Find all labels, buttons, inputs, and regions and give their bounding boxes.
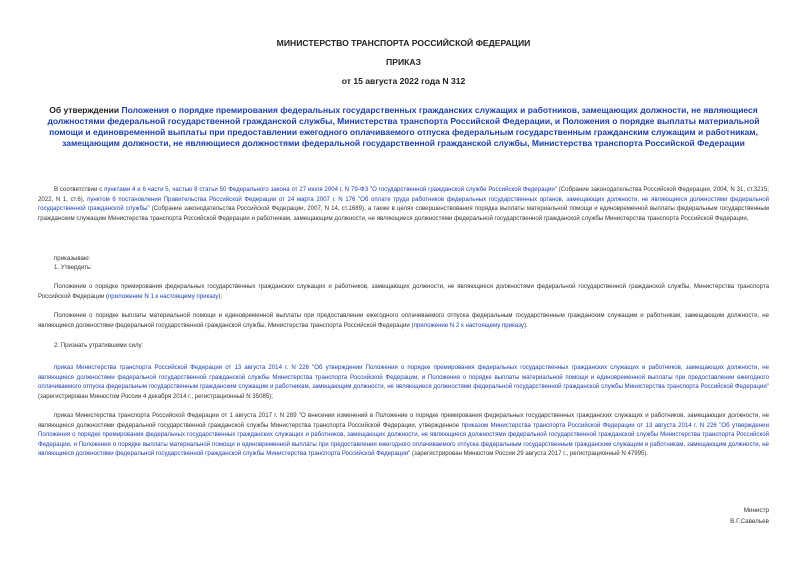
order-226-link[interactable]: приказ Министерства транспорта Российской Федерации от 13 августа 2014 г. N 226 "Об утверждении Положения о порядке премирования федеральных государственных гражданских служащих и работников, замещающих должности, не являющиеся должностями федеральной государственной гражданской службы Министерства транспорта Российской Федерации, и Положения о порядке выплаты материальной помощи и единовременной выплаты при предоставлении ежегодного оплачиваемого отпуска федеральным государственным гражданским служащим и работникам, замещающим должности, не являющиеся должностями федеральной государственной гражданской службы Министерства транспорта Российской Федерации" xyxy=(38,364,769,391)
repeal-item-1 xyxy=(38,363,769,401)
signature-position: Министр xyxy=(743,507,769,514)
item-1-heading: 1. Утвердить: xyxy=(54,264,92,271)
resolution-176-link[interactable]: пунктом 6 постановления Правительства Российской Федерации от 24 марта 2007 г. N 176 "Об оплате труда работников федеральных государственных органов, замещающих должности, не являющиеся должностями федеральной государственной гражданской службы" xyxy=(38,195,769,213)
law-79-fz-link[interactable]: пунктами 4 и 6 части 5, частью 8 статьи 50 Федерального закона от 27 июля 2004 г. N 79-ФЗ "О государственной гражданской службе Российской Федерации" xyxy=(104,186,557,193)
doc-type-heading: ПРИКАЗ xyxy=(386,57,421,67)
annex-2-link[interactable]: приложение N 2 к настоящему приказу xyxy=(413,321,524,329)
repeal-item-2 xyxy=(38,411,769,459)
order-word: приказываю: xyxy=(54,255,91,262)
approve-item-1 xyxy=(38,282,769,301)
annex-1-link[interactable]: приложение N 1 к настоящему приказу xyxy=(108,292,219,300)
approve-1-text: Положение о порядке премирования федеральных государственных гражданских служащих и работников, замещающих должности, не являющиеся должностями федеральной государственной гражданской службы, Министерства транспорта Российской Федерации ( xyxy=(38,283,769,300)
title-link[interactable]: Положения о порядке премирования федеральных государственных гражданских служащих и работников, замещающих должности, не являющиеся должностями федеральной государственной гражданской службы, Министерства транспорта Российской Федерации, и Положения о порядке выплаты материальной помощи и единовременной выплаты при предоставлении ежегодного оплачиваемого отпуска федеральным государственным гражданским служащим и работникам, замещающим должности, не являющиеся должностями федеральной государственной гражданской службы, Министерства транспорта Российской Федерации xyxy=(47,105,760,148)
preamble-text-3: (Собрание законодательства Российской Федерации, 2007, N 14, ст.1689), а также в целях совершенствования порядка выплаты материальной помощи и единовременной выплаты федеральным государственным гражданским служащим Министерства транспорта Российской Федерации и работникам, замещающим должности, не являющиеся должностями федеральной государственной гражданской службы Министерства транспорта Российской Федерации, xyxy=(38,205,769,222)
item-2-heading: 2. Признать утратившими силу: xyxy=(54,342,144,349)
preamble-text-1: В соответствии с xyxy=(54,186,105,193)
repeal-2-text-1: приказ Министерства транспорта Российской Федерации от 1 августа 2017 г. N 289 "О внесении изменений в Положение о порядке премирования федеральных государственных гражданских служащих и работников, замещающих должности, не являющиеся должностями федеральной государственной гражданской службы Министерства транспорта Российской Федерации, утвержденное xyxy=(38,412,769,429)
order-226-amend-link[interactable]: приказом Министерства транспорта Российской Федерации от 13 августа 2014 г. N 226 "Об утверждении Положения о порядке премирования федеральных государственных гражданских служащих и работников, замещающих должности, не являющиеся должностями федеральной государственной гражданской службы Министерства транспорта Российской Федерации, и Положения о порядке выплаты материальной помощи и единовременной выплаты при предоставлении ежегодного оплачиваемого отпуска федеральным государственным гражданским служащим и работникам, замещающим должности, не являющиеся должностями федеральной государственной гражданской службы Министерства транспорта Российской Федерации" xyxy=(38,421,769,458)
preamble-text-2: (Собрание законодательства Российской Федерации, 2004, N 31, ст.3215; 2022, N 1, ст.6), xyxy=(38,186,769,203)
approve-2-text: Положение о порядке выплаты материальной помощи и единовременной выплаты при предоставлении ежегодного оплачиваемого отпуска федеральным государственным гражданским служащим и работникам, замещающим должности, не являющиеся должностями федеральной государственной гражданской службы, Министерства транспорта Российской Федерации ( xyxy=(38,312,769,329)
approve-1-end: ); xyxy=(218,292,223,300)
approve-item-2 xyxy=(38,311,769,330)
date-number-heading: от 15 августа 2022 года N 312 xyxy=(341,76,466,86)
approve-2-end: ). xyxy=(523,321,528,329)
preamble-paragraph xyxy=(38,185,769,223)
repeal-2-text-2: (зарегистрирован Минюстом России 29 августа 2017 г., регистрационный N 47995). xyxy=(410,450,649,458)
repeal-1-text: (зарегистрирован Минюстом России 4 декабря 2014 г., регистрационный N 35085); xyxy=(38,392,273,400)
title-prefix: Об утверждении xyxy=(49,105,122,115)
signature-name: В.Г.Савельев xyxy=(730,518,769,525)
ministry-heading: МИНИСТЕРСТВО ТРАНСПОРТА РОССИЙСКОЙ ФЕДЕРАЦИИ xyxy=(276,38,531,48)
document-title xyxy=(38,105,769,149)
